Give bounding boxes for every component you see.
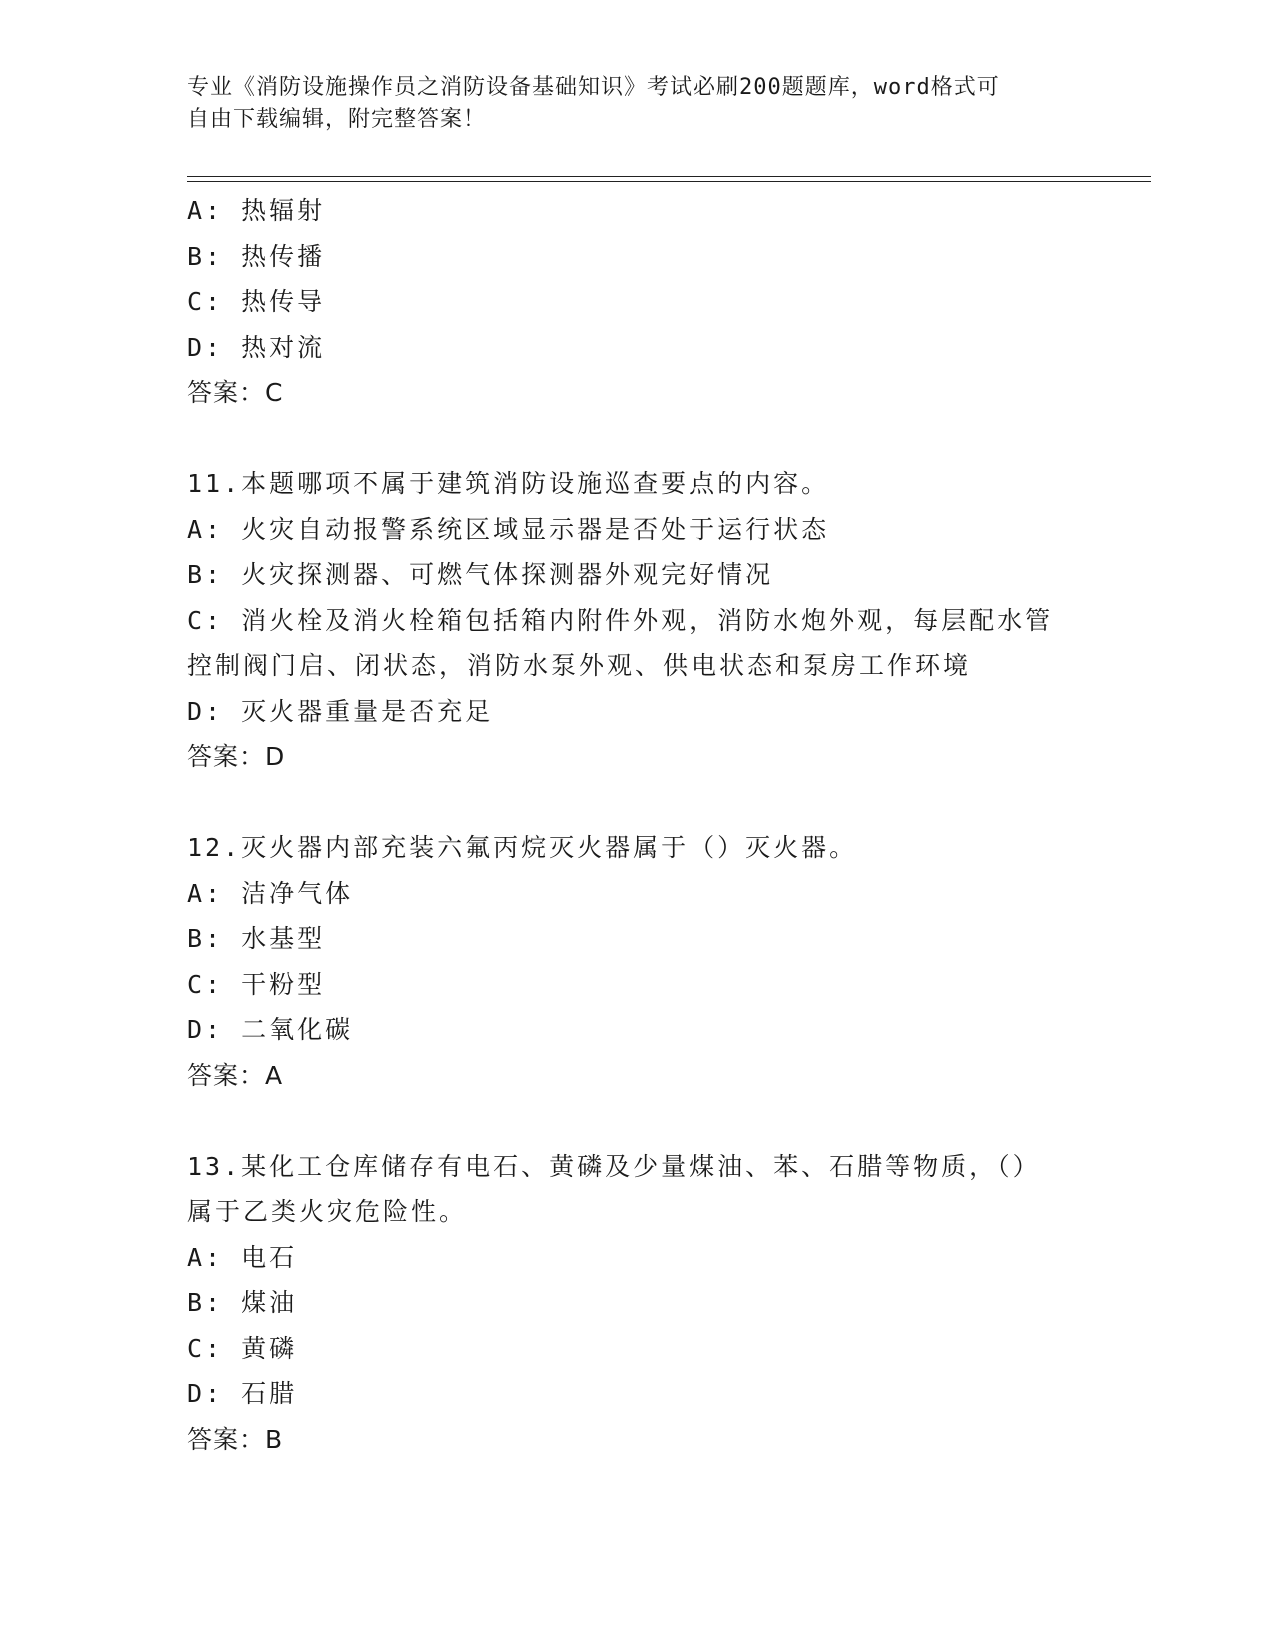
question-title: 12.灭火器内部充装六氟丙烷灭火器属于（）灭火器。 <box>187 833 858 862</box>
option-a: A: 洁净气体 <box>187 878 354 908</box>
option-b: B: 火灾探测器、可燃气体探测器外观完好情况 <box>187 560 774 589</box>
answer-line: 答案：A <box>187 1060 284 1090</box>
option-d: D: 石腊 <box>187 1379 298 1408</box>
option-c: C: 热传导 <box>187 287 326 316</box>
document-body <box>187 188 1087 1462</box>
question-12 <box>187 825 1087 1098</box>
header-divider-top <box>187 176 1151 177</box>
option-c: C: 干粉型 <box>187 969 326 999</box>
question-title: 11.本题哪项不属于建筑消防设施巡查要点的内容。 <box>187 469 830 498</box>
option-b: B: 水基型 <box>187 924 326 953</box>
option-d: D: 热对流 <box>187 332 326 362</box>
question-10-continued <box>187 188 1087 416</box>
question-title-line-1: 13.某化工仓库储存有电石、黄磷及少量煤油、苯、石腊等物质，（） <box>187 1151 1041 1181</box>
option-d: D: 灭火器重量是否充足 <box>187 696 494 726</box>
option-a: A: 热辐射 <box>187 196 326 225</box>
option-c: C: 消火栓及消火栓箱包括箱内附件外观，消防水炮外观，每层配水管 <box>187 605 1054 635</box>
option-b: B: 热传播 <box>187 241 326 271</box>
question-title-line-2: 属于乙类火灾危险性。 <box>187 1197 468 1226</box>
question-11 <box>187 461 1087 780</box>
question-13 <box>187 1144 1087 1463</box>
header-divider-bottom <box>187 181 1151 182</box>
document-header <box>187 72 1067 136</box>
option-b: B: 煤油 <box>187 1288 298 1317</box>
option-a: A: 火灾自动报警系统区域显示器是否处于运行状态 <box>187 514 830 544</box>
answer-line: 答案：C <box>187 378 284 407</box>
option-d: D: 二氧化碳 <box>187 1015 354 1044</box>
answer-line: 答案：B <box>187 1424 284 1454</box>
header-line-2: 自由下载编辑，附完整答案！ <box>187 107 487 132</box>
option-c: C: 黄磷 <box>187 1333 298 1363</box>
answer-line: 答案：D <box>187 742 286 771</box>
option-a: A: 电石 <box>187 1242 298 1272</box>
header-line-1: 专业《消防设施操作员之消防设备基础知识》考试必刷200题题库，word格式可 <box>187 75 1000 100</box>
option-c-continued: 控制阀门启、闭状态，消防水泵外观、供电状态和泵房工作环境 <box>187 651 972 680</box>
